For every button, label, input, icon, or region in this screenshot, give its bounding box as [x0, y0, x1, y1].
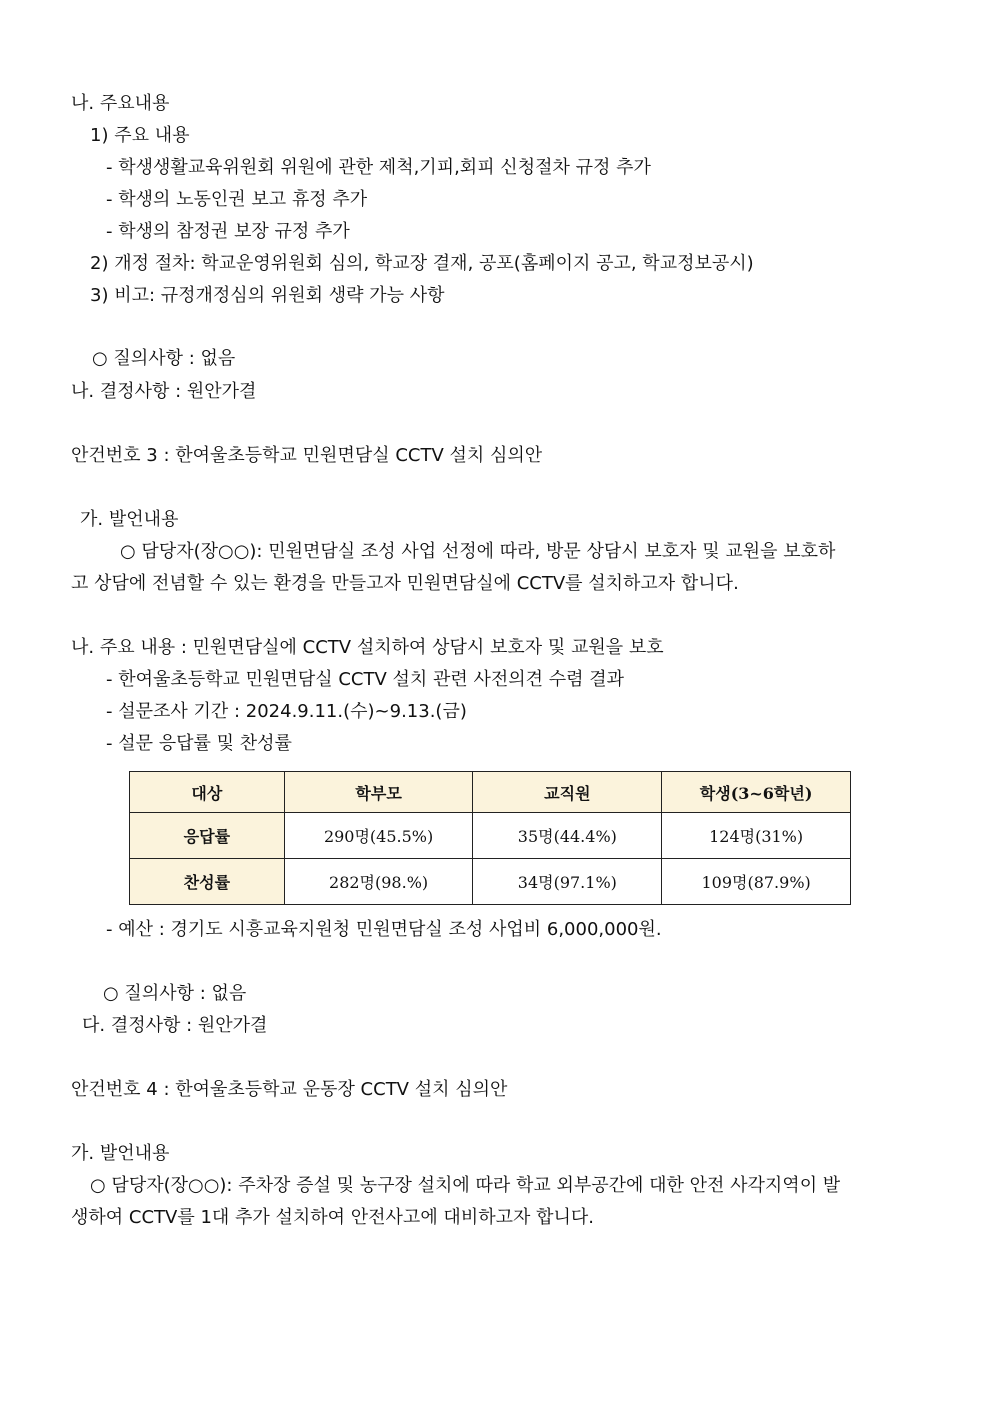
row-header: 찬성률 [130, 859, 285, 905]
bullet-item: - 한여울초등학교 민원면담실 CCTV 설치 관련 사전의견 수렴 결과 [106, 669, 625, 690]
table-cell: 109명(87.9%) [662, 859, 851, 905]
table-cell: 124명(31%) [662, 813, 851, 859]
item-procedure: 2) 개정 절차: 학교운영위원회 심의, 학교장 결재, 공포(홈페이지 공고, 학교정보공시) [90, 253, 754, 274]
table-cell: 290명(45.5%) [284, 813, 473, 859]
speech-text: 생하여 CCTV를 1대 추가 설치하여 안전사고에 대비하고자 합니다. [71, 1207, 594, 1228]
decision-line: 다. 결정사항 : 원안가결 [82, 1015, 268, 1036]
column-header: 대상 [130, 772, 285, 813]
bullet-item: - 학생의 노동인권 보고 휴정 추가 [106, 189, 368, 210]
table-row [130, 859, 851, 905]
column-header: 학생(3~6학년) [662, 772, 851, 813]
main-content: 나. 주요 내용 : 민원면담실에 CCTV 설치하여 상담시 보호자 및 교원을 보호 [71, 637, 664, 658]
column-header: 학부모 [284, 772, 473, 813]
survey-table [129, 771, 851, 905]
table-header-row [130, 772, 851, 813]
table-cell: 34명(97.1%) [473, 859, 662, 905]
speech-text: ○ 담당자(장○○): 주차장 증설 및 농구장 설치에 따라 학교 외부공간에 대한 안전 사각지역이 발 [90, 1175, 841, 1196]
table-cell: 282명(98.%) [284, 859, 473, 905]
question-line: ○ 질의사항 : 없음 [103, 983, 247, 1004]
table-cell: 35명(44.4%) [473, 813, 662, 859]
agenda-title: 안건번호 3 : 한여울초등학교 민원면담실 CCTV 설치 심의안 [71, 445, 543, 466]
question-line: ○ 질의사항 : 없음 [92, 348, 236, 369]
decision-line: 나. 결정사항 : 원안가결 [71, 381, 257, 402]
item-title: 1) 주요 내용 [90, 125, 190, 146]
section-heading: 나. 주요내용 [71, 93, 170, 114]
bullet-item: - 학생생활교육위원회 위원에 관한 제척,기피,회피 신청절차 규정 추가 [106, 157, 651, 178]
speech-text: ○ 담당자(장○○): 민원면담실 조성 사업 선정에 따라, 방문 상담시 보호자 및 교원을 보호하 [120, 541, 836, 562]
bullet-item: - 설문 응답률 및 찬성률 [106, 733, 292, 754]
speech-text: 고 상담에 전념할 수 있는 환경을 만들고자 민원면담실에 CCTV를 설치하고자 합니다. [71, 573, 739, 594]
speech-heading: 가. 발언내용 [80, 509, 179, 530]
budget-line: - 예산 : 경기도 시흥교육지원청 민원면담실 조성 사업비 6,000,000원. [106, 919, 662, 940]
column-header: 교직원 [473, 772, 662, 813]
agenda-title: 안건번호 4 : 한여울초등학교 운동장 CCTV 설치 심의안 [71, 1079, 508, 1100]
bullet-item: - 설문조사 기간 : 2024.9.11.(수)~9.13.(금) [106, 701, 467, 722]
row-header: 응답률 [130, 813, 285, 859]
bullet-item: - 학생의 참정권 보장 규정 추가 [106, 221, 350, 242]
table-row [130, 813, 851, 859]
speech-heading: 가. 발언내용 [71, 1143, 170, 1164]
item-note: 3) 비고: 규정개정심의 위원회 생략 가능 사항 [90, 285, 445, 306]
